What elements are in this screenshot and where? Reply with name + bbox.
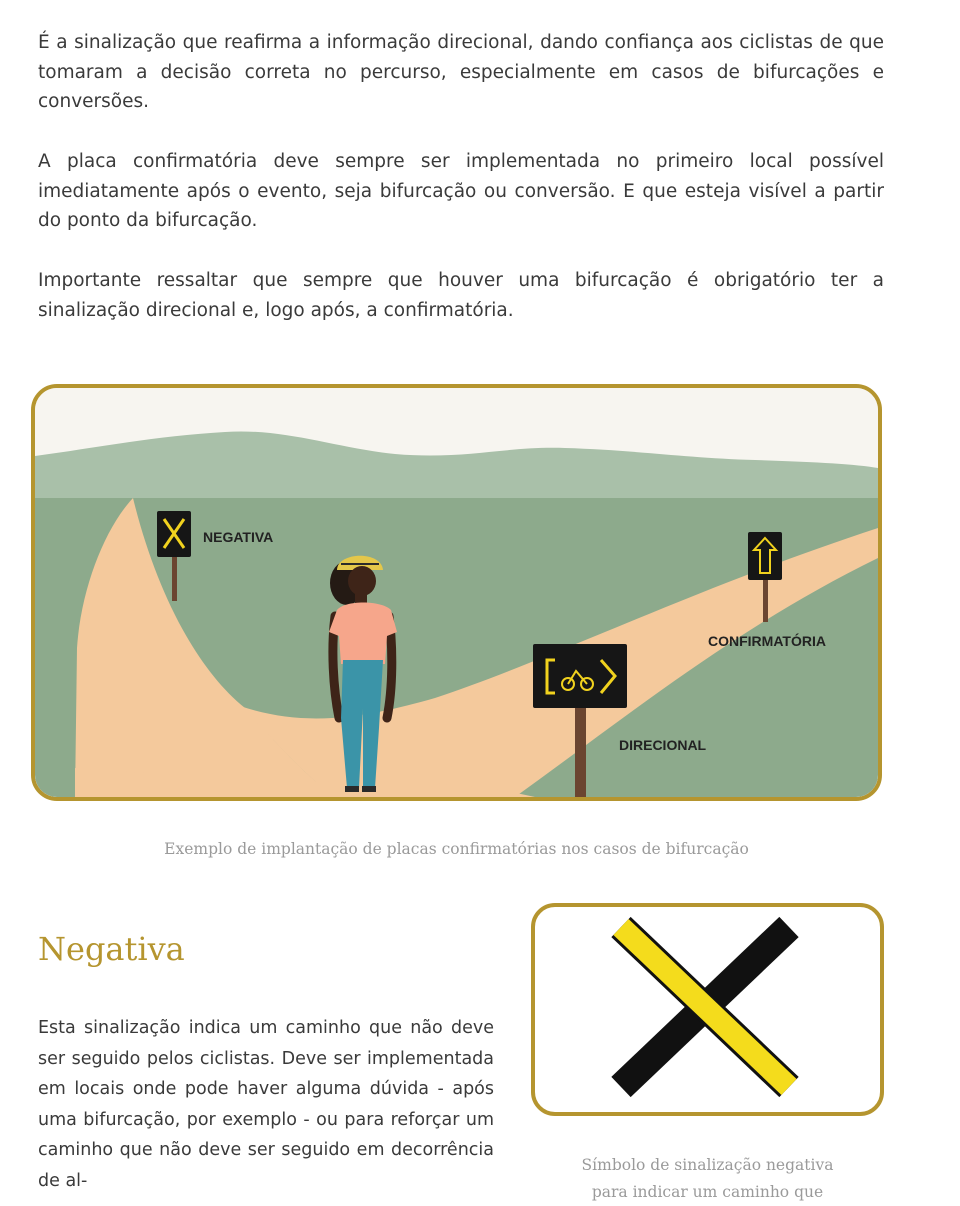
illustration-svg [35,388,878,797]
label-direcional: DIRECIONAL [619,737,707,753]
negative-x-icon [535,907,880,1112]
intro-paragraph-3: Importante ressaltar que sempre que houver uma bifurcação é obrigatório ter a sinalização direcional e, logo após, a confirmatória. [38,270,884,321]
negativa-paragraph: Esta sinalização indica um caminho que não deve ser seguido pelos ciclistas. Deve ser implementada em locais onde pode haver alguma dúvida - após uma bifurcação, por exemplo - ou para reforçar um caminho que não deve ser seguido em decorrência de al- [38,1018,494,1191]
bifurcation-illustration [31,384,882,801]
intro-paragraph-2: A placa confirmatória deve sempre ser implementada no primeiro local possível imediatamente após o evento, seja bifurcação ou conversão. E que esteja visível a partir do ponto da bifurcação. [38,151,884,231]
section-title-negativa: Negativa [38,930,185,968]
negative-symbol-box [531,903,884,1116]
label-negativa: NEGATIVA [203,529,274,545]
label-confirmatoria: CONFIRMATÓRIA [708,633,826,649]
illustration-caption: Exemplo de implantação de placas confirmatórias nos casos de bifurcação [164,840,749,858]
symbol-caption-line-1: Símbolo de sinalização negativa [581,1156,834,1174]
symbol-caption [531,1152,884,1206]
intro-paragraph-1: É a sinalização que reafirma a informação direcional, dando confiança aos ciclistas de que tomaram a decisão correta no percurso, especialmente em casos de bifurcações e conversões. [38,32,884,112]
symbol-caption-line-2: para indicar um caminho que [591,1183,824,1201]
